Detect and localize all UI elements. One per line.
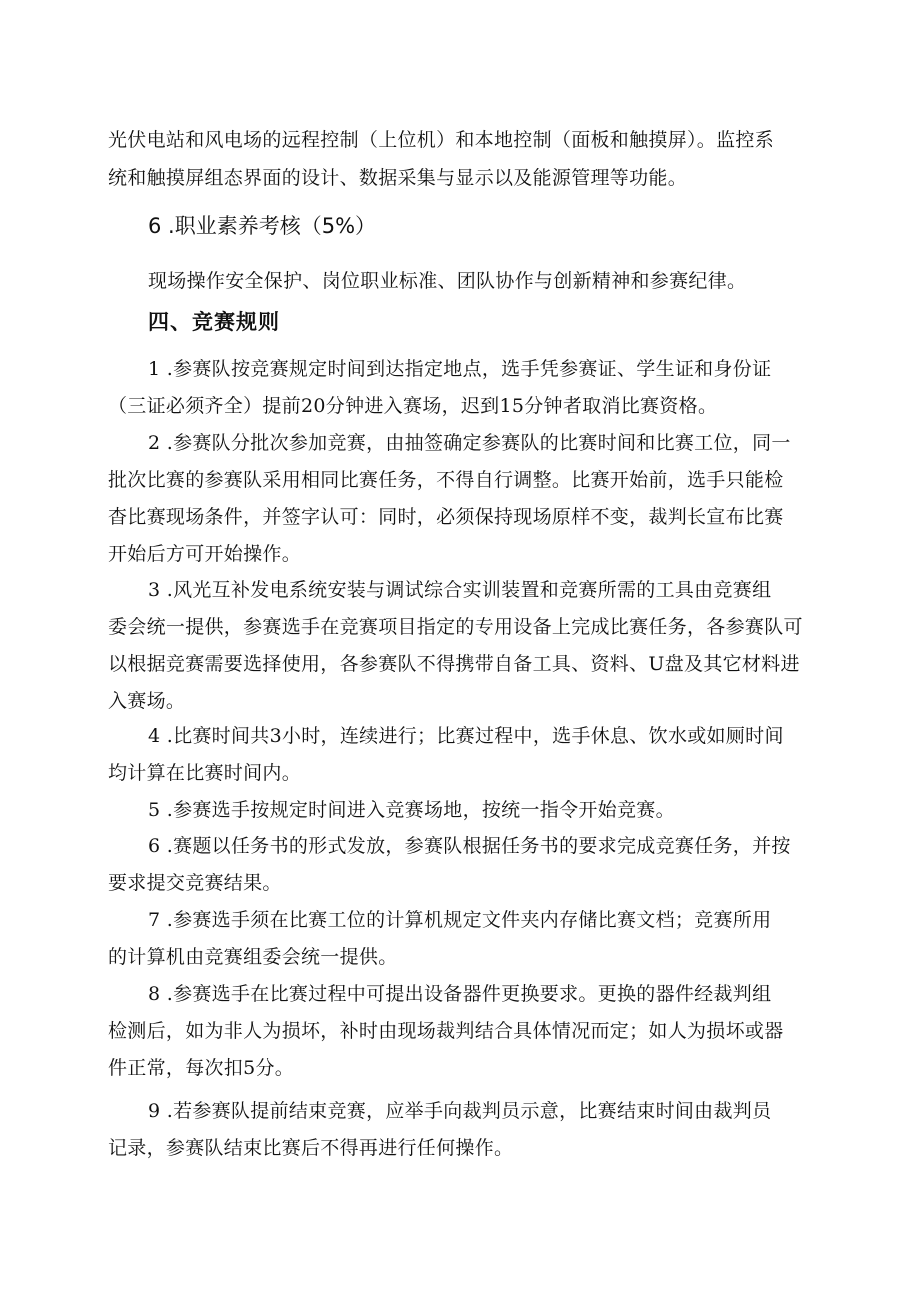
rule-2-line-1: 2 .参赛队分批次参加竞赛，由抽签确定参赛队的比赛时间和比赛工位，同一 xyxy=(148,432,791,454)
rule-9-line-2: 记录，参赛队结束比赛后不得再进行任何操作。 xyxy=(108,1137,514,1159)
section-6-title: 6 .职业素养考核（5%） xyxy=(148,214,377,238)
rule-8-line-1: 8 .参赛选手在比赛过程中可提出设备器件更换要求。更换的器件经裁判组 xyxy=(148,983,772,1005)
intro-line-1: 光伏电站和风电场的远程控制（上位机）和本地控制（面板和触摸屏）。监控系 xyxy=(108,129,775,151)
rule-3-line-2: 委会统一提供，参赛选手在竞赛项目指定的专用设备上完成比赛任务，各参赛队可 xyxy=(108,616,803,638)
rule-7-line-1: 7 .参赛选手须在比赛工位的计算机规定文件夹内存储比赛文档；竞赛所用 xyxy=(148,909,772,931)
rule-5-line-1: 5 .参赛选手按规定时间进入竞赛场地，按统一指令开始竞赛。 xyxy=(148,799,675,821)
rule-6-line-2: 要求提交竞赛结果。 xyxy=(108,872,282,894)
rule-1-line-1: 1 .参赛队按竞赛规定时间到达指定地点，选手凭参赛证、学生证和身份证 xyxy=(148,358,772,380)
intro-line-2: 统和触摸屏组态界面的设计、数据采集与显示以及能源管理等功能。 xyxy=(108,167,688,189)
rule-8-line-3: 件正常，每次扣5分。 xyxy=(108,1057,295,1079)
rule-2-line-4: 开始后方可开始操作。 xyxy=(108,543,302,565)
rule-3-line-4: 入赛场。 xyxy=(108,690,186,712)
rule-6-line-1: 6 .赛题以任务书的形式发放，参赛队根据任务书的要求完成竞赛任务，并按 xyxy=(148,835,791,857)
rule-7-line-2: 的计算机由竞赛组委会统一提供。 xyxy=(108,946,398,968)
rule-2-line-2: 批次比赛的参赛队采用相同比赛任务，不得自行调整。比赛开始前，选手只能检 xyxy=(108,469,784,491)
section-4-title: 四、竞赛规则 xyxy=(148,310,280,334)
rule-9-line-1: 9 .若参赛队提前结束竞赛，应举手向裁判员示意，比赛结束时间由裁判员 xyxy=(148,1100,772,1122)
rule-8-line-2: 检测后，如为非人为损坏，补时由现场裁判结合具体情况而定；如人为损坏或器 xyxy=(108,1020,784,1042)
rule-4-line-1: 4 .比赛时间共3小时，连续进行；比赛过程中，选手休息、饮水或如厕时间 xyxy=(148,725,784,747)
rule-4-line-2: 均计算在比赛时间内。 xyxy=(108,762,302,784)
rule-2-line-3: 杳比赛现场条件，并签字认可：同时，必须保持现场原样不变，裁判长宣布比赛 xyxy=(108,506,784,528)
section-6-body: 现场操作安全保护、岗位职业标准、团队协作与创新精神和参赛纪律。 xyxy=(148,270,747,292)
rule-1-line-2: （三证必须齐全）提前20分钟进入赛场，迟到15分钟者取消比赛资格。 xyxy=(108,395,718,417)
rule-3-line-3: 以根据竞赛需要选择使用，各参赛队不得携带自备工具、资料、U盘及其它材料进 xyxy=(108,653,800,675)
rule-3-line-1: 3 .风光互补发电系统安装与调试综合实训装置和竞赛所需的工具由竞赛组 xyxy=(148,579,772,601)
